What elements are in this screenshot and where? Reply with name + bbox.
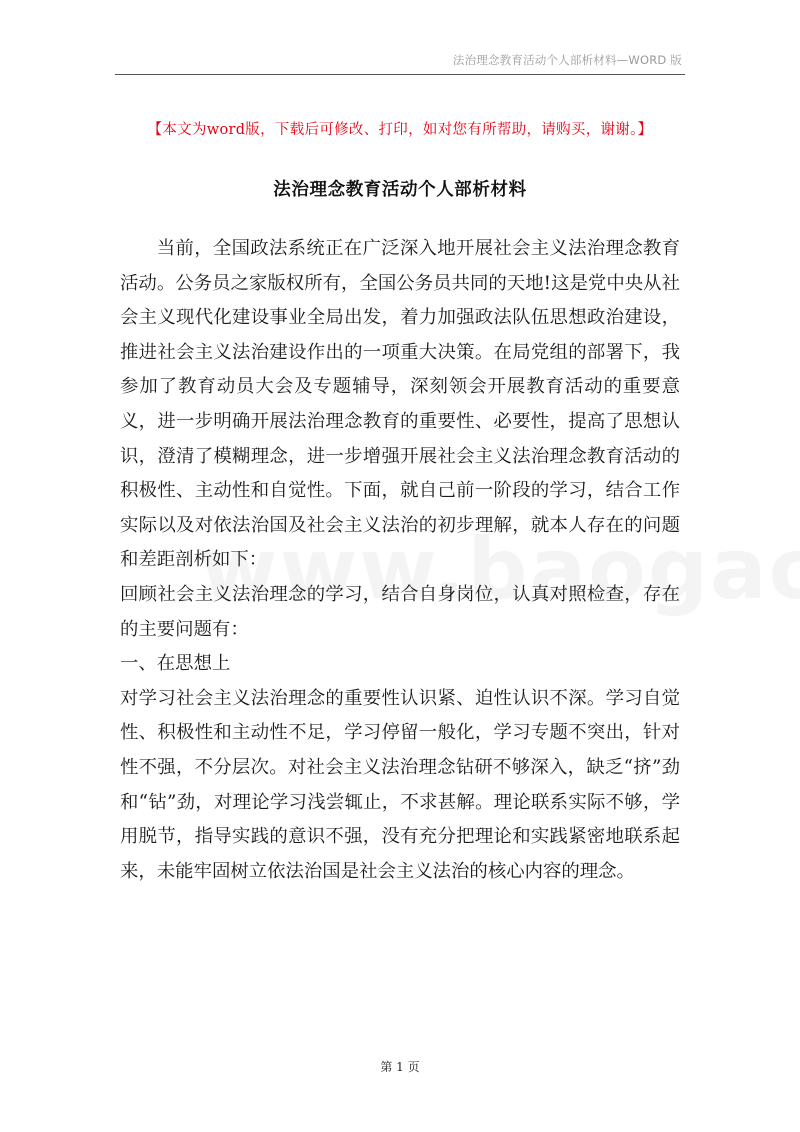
running-header-title: 法治理念教育活动个人部析材料—WORD 版 — [452, 53, 682, 67]
section-heading-thought: 一、在思想上 — [120, 653, 231, 675]
download-notice: 【本文为word版，下载后可修改、打印，如对您有所帮助，请购买，谢谢。】 — [147, 122, 653, 138]
document-title: 法治理念教育活动个人部析材料 — [273, 180, 527, 200]
body-paragraph-intro: 当前，全国政法系统正在广泛深入地开展社会主义法治理念教育活动。公务员之家版权所有，全国公务员共同的天地!这是党中央从社会主义现代化建设事业全局出发，着力加强政法队伍思想政治建设，推进社会主义法治建设作出的一项重大决策。在局党组的部署下，我参加了教育动员大会及专题辅导，深刻领会开展教育活动的重要意义，进一步明确开展法治理念教育的重要性、必要性，提高了思想认识，澄清了模糊理念，进一步增强开展社会主义法治理念教育活动的积极性、主动性和自觉性。下面，就自己前一阶段的学习，结合工作实际以及对依法治国及社会主义法治的初步理解，就本人存在的问题和差距剖析如下： — [120, 238, 680, 571]
body-paragraph-thought: 对学习社会主义法治理念的重要性认识紧、迫性认识不深。学习自觉性、积极性和主动性不足，学习停留一般化，学习专题不突出，针对性不强，不分层次。对社会主义法治理念钻研不够深入，缺乏“挤”劲和“钻”劲，对理论学习浅尝辄止，不求甚解。理论联系实际不够，学用脱节，指导实践的意识不强，没有充分把理论和实践紧密地联系起来，未能牢固树立依法治国是社会主义法治的核心内容的理念。 — [120, 687, 680, 882]
header-rule — [115, 74, 685, 75]
page-number: 第 1 页 — [380, 1060, 420, 1074]
body-paragraph-review: 回顾社会主义法治理念的学习，结合自身岗位，认真对照检查，存在的主要问题有： — [120, 583, 680, 640]
document-body — [120, 232, 680, 889]
